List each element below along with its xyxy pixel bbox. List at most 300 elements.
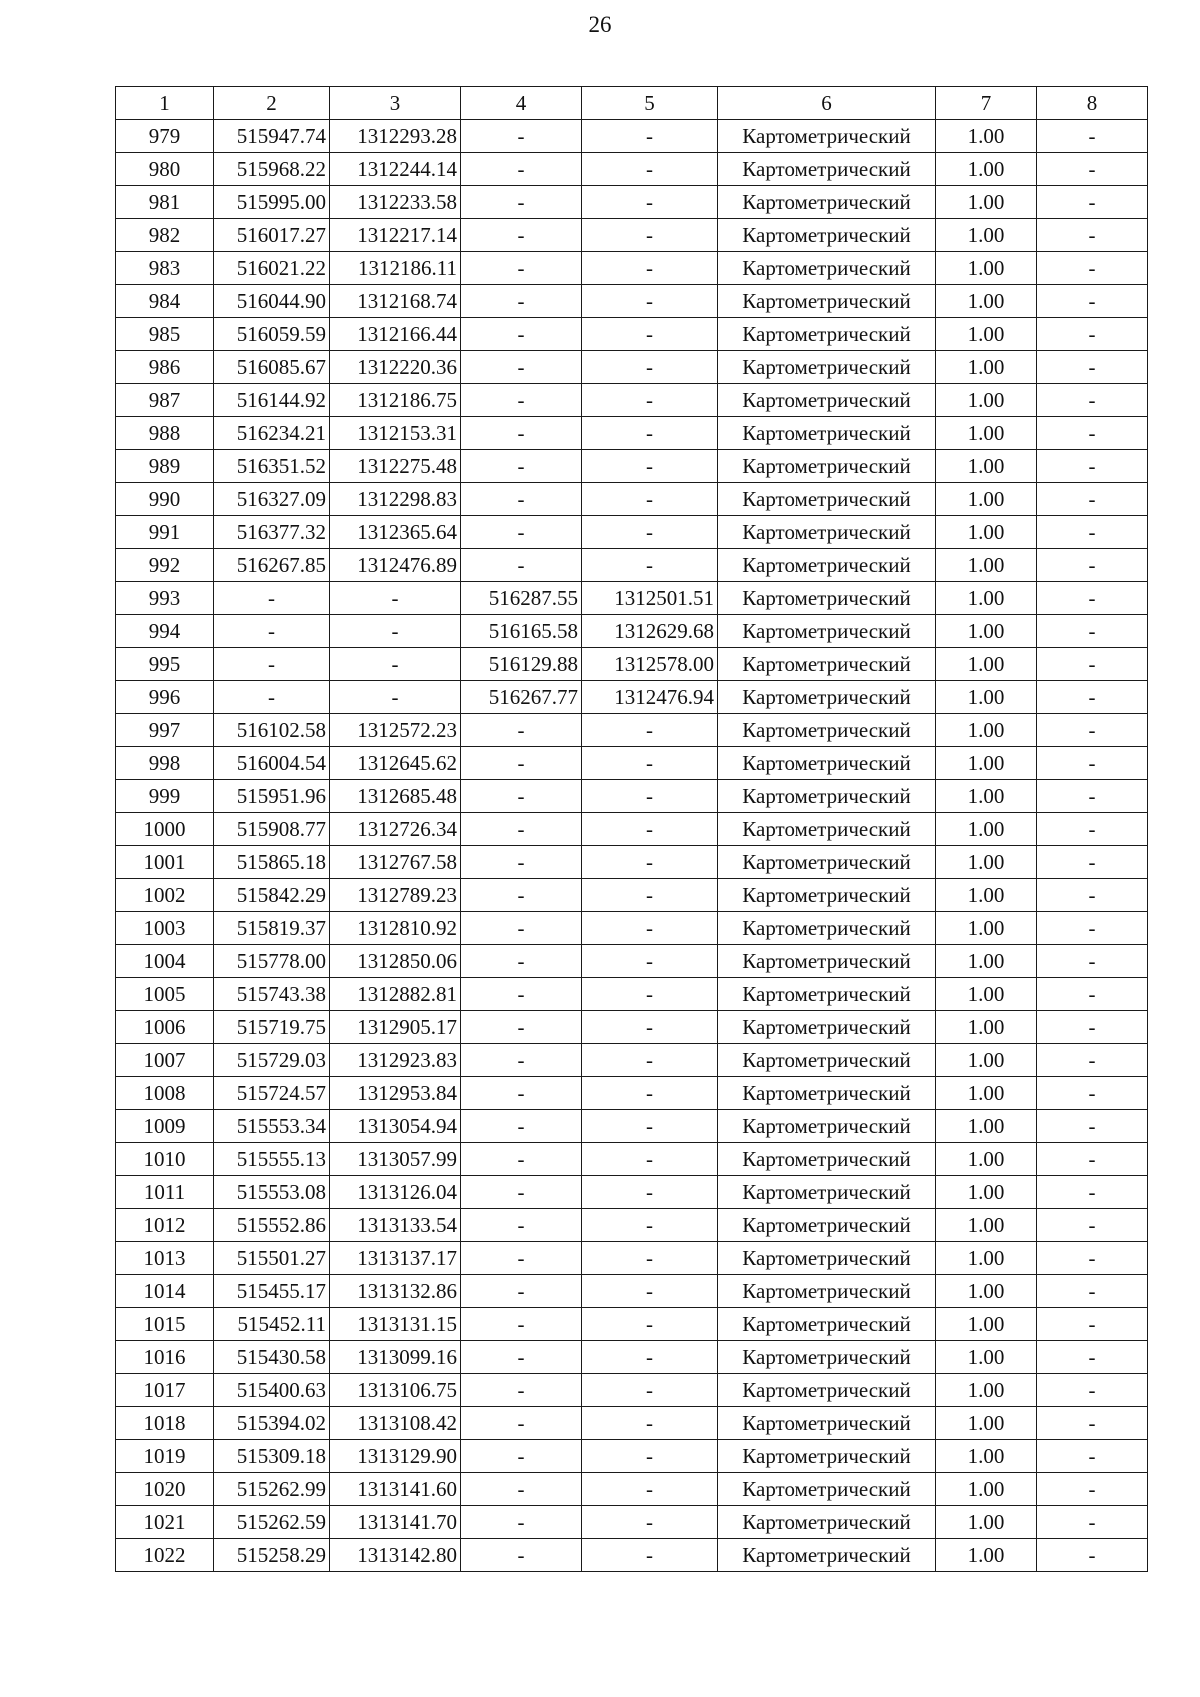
accuracy-cell: 1.00 [936,219,1037,252]
table-row [116,318,1148,351]
table-row [116,516,1148,549]
point-number-cell: 1017 [116,1374,214,1407]
x-new-coord-cell: - [461,417,582,450]
y-coord-cell: 1312850.06 [330,945,461,978]
x-new-coord-cell: - [461,747,582,780]
note-cell: - [1037,549,1148,582]
x-new-coord-cell: - [461,1110,582,1143]
method-cell: Картометрический [718,417,936,450]
x-coord-cell: 516085.67 [214,351,330,384]
x-coord-cell: 516017.27 [214,219,330,252]
y-coord-cell: - [330,582,461,615]
note-cell: - [1037,978,1148,1011]
y-coord-cell: 1313057.99 [330,1143,461,1176]
x-coord-cell: 515262.99 [214,1473,330,1506]
point-number-cell: 987 [116,384,214,417]
x-new-coord-cell: 516287.55 [461,582,582,615]
x-coord-cell: 515501.27 [214,1242,330,1275]
y-new-coord-cell: - [582,285,718,318]
x-new-coord-cell: - [461,1407,582,1440]
y-new-coord-cell: - [582,1143,718,1176]
x-coord-cell: 515951.96 [214,780,330,813]
x-coord-cell: 515553.34 [214,1110,330,1143]
table-row [116,450,1148,483]
note-cell: - [1037,516,1148,549]
note-cell: - [1037,153,1148,186]
accuracy-cell: 1.00 [936,1440,1037,1473]
table-row [116,483,1148,516]
x-new-coord-cell: - [461,879,582,912]
y-new-coord-cell: - [582,747,718,780]
accuracy-cell: 1.00 [936,813,1037,846]
point-number-cell: 1016 [116,1341,214,1374]
method-cell: Картометрический [718,813,936,846]
table-row [116,1110,1148,1143]
accuracy-cell: 1.00 [936,1539,1037,1572]
method-cell: Картометрический [718,1176,936,1209]
note-cell: - [1037,582,1148,615]
y-new-coord-cell: - [582,1374,718,1407]
note-cell: - [1037,1044,1148,1077]
accuracy-cell: 1.00 [936,1209,1037,1242]
table-row [116,1011,1148,1044]
note-cell: - [1037,1308,1148,1341]
y-new-coord-cell: - [582,978,718,1011]
y-new-coord-cell: 1312578.00 [582,648,718,681]
accuracy-cell: 1.00 [936,1506,1037,1539]
point-number-cell: 1005 [116,978,214,1011]
note-cell: - [1037,1176,1148,1209]
table-row [116,1176,1148,1209]
table-row [116,384,1148,417]
x-coord-cell: 515309.18 [214,1440,330,1473]
table-row [116,1440,1148,1473]
y-new-coord-cell: - [582,1341,718,1374]
table-row [116,945,1148,978]
x-new-coord-cell: - [461,813,582,846]
x-coord-cell: 515552.86 [214,1209,330,1242]
y-coord-cell: 1312217.14 [330,219,461,252]
method-cell: Картометрический [718,1407,936,1440]
table-row [116,846,1148,879]
y-new-coord-cell: 1312476.94 [582,681,718,714]
header-col-8: 8 [1037,87,1148,120]
x-new-coord-cell: - [461,1275,582,1308]
point-number-cell: 982 [116,219,214,252]
point-number-cell: 1004 [116,945,214,978]
x-coord-cell: 515553.08 [214,1176,330,1209]
x-new-coord-cell: - [461,1209,582,1242]
y-new-coord-cell: - [582,516,718,549]
x-coord-cell: 515995.00 [214,186,330,219]
point-number-cell: 993 [116,582,214,615]
y-new-coord-cell: - [582,153,718,186]
method-cell: Картометрический [718,1011,936,1044]
header-col-4: 4 [461,87,582,120]
note-cell: - [1037,648,1148,681]
note-cell: - [1037,846,1148,879]
point-number-cell: 996 [116,681,214,714]
accuracy-cell: 1.00 [936,1110,1037,1143]
accuracy-cell: 1.00 [936,483,1037,516]
table-row [116,1044,1148,1077]
y-coord-cell: 1313099.16 [330,1341,461,1374]
y-coord-cell: 1312365.64 [330,516,461,549]
table-row [116,153,1148,186]
y-coord-cell: 1312293.28 [330,120,461,153]
x-coord-cell: 515258.29 [214,1539,330,1572]
method-cell: Картометрический [718,252,936,285]
x-new-coord-cell: 516267.77 [461,681,582,714]
y-new-coord-cell: - [582,813,718,846]
table-row [116,1308,1148,1341]
y-coord-cell: 1312476.89 [330,549,461,582]
point-number-cell: 1021 [116,1506,214,1539]
point-number-cell: 990 [116,483,214,516]
point-number-cell: 986 [116,351,214,384]
accuracy-cell: 1.00 [936,1275,1037,1308]
x-new-coord-cell: - [461,219,582,252]
point-number-cell: 1014 [116,1275,214,1308]
note-cell: - [1037,879,1148,912]
table-row [116,1473,1148,1506]
y-coord-cell: 1312572.23 [330,714,461,747]
x-new-coord-cell: - [461,978,582,1011]
note-cell: - [1037,912,1148,945]
header-row [116,87,1148,120]
method-cell: Картометрический [718,483,936,516]
note-cell: - [1037,1473,1148,1506]
x-new-coord-cell: - [461,1011,582,1044]
x-coord-cell: 516377.32 [214,516,330,549]
x-coord-cell: 515947.74 [214,120,330,153]
note-cell: - [1037,219,1148,252]
x-coord-cell: 516234.21 [214,417,330,450]
table-row [116,351,1148,384]
y-coord-cell: 1312923.83 [330,1044,461,1077]
method-cell: Картометрический [718,1275,936,1308]
x-new-coord-cell: - [461,846,582,879]
note-cell: - [1037,1440,1148,1473]
method-cell: Картометрический [718,450,936,483]
accuracy-cell: 1.00 [936,450,1037,483]
note-cell: - [1037,681,1148,714]
method-cell: Картометрический [718,1473,936,1506]
x-new-coord-cell: - [461,1143,582,1176]
y-new-coord-cell: - [582,318,718,351]
x-coord-cell: 515719.75 [214,1011,330,1044]
accuracy-cell: 1.00 [936,1407,1037,1440]
table-row [116,219,1148,252]
table-row [116,1374,1148,1407]
x-coord-cell: 515842.29 [214,879,330,912]
y-new-coord-cell: - [582,879,718,912]
method-cell: Картометрический [718,1374,936,1407]
x-coord-cell: 515455.17 [214,1275,330,1308]
x-new-coord-cell: - [461,483,582,516]
coordinates-table [115,86,1148,1572]
x-coord-cell: 515819.37 [214,912,330,945]
y-new-coord-cell: - [582,1539,718,1572]
method-cell: Картометрический [718,1440,936,1473]
y-coord-cell: 1313133.54 [330,1209,461,1242]
y-new-coord-cell: - [582,912,718,945]
y-new-coord-cell: - [582,1077,718,1110]
y-new-coord-cell: - [582,417,718,450]
x-new-coord-cell: - [461,1440,582,1473]
page-number: 26 [588,12,612,37]
note-cell: - [1037,417,1148,450]
x-coord-cell: 516004.54 [214,747,330,780]
table-row [116,252,1148,285]
y-coord-cell: 1312166.44 [330,318,461,351]
x-coord-cell: 515729.03 [214,1044,330,1077]
x-coord-cell: 516059.59 [214,318,330,351]
method-cell: Картометрический [718,747,936,780]
table-row [116,120,1148,153]
note-cell: - [1037,747,1148,780]
x-new-coord-cell: - [461,153,582,186]
x-coord-cell: 515394.02 [214,1407,330,1440]
x-new-coord-cell: 516129.88 [461,648,582,681]
point-number-cell: 1015 [116,1308,214,1341]
method-cell: Картометрический [718,516,936,549]
x-new-coord-cell: - [461,1341,582,1374]
y-new-coord-cell: - [582,1176,718,1209]
accuracy-cell: 1.00 [936,615,1037,648]
accuracy-cell: 1.00 [936,285,1037,318]
table-row [116,1143,1148,1176]
x-coord-cell: 515262.59 [214,1506,330,1539]
y-coord-cell: 1313131.15 [330,1308,461,1341]
y-coord-cell: 1313141.70 [330,1506,461,1539]
x-coord-cell: 515430.58 [214,1341,330,1374]
y-coord-cell: 1312905.17 [330,1011,461,1044]
point-number-cell: 989 [116,450,214,483]
x-coord-cell: 516144.92 [214,384,330,417]
point-number-cell: 1019 [116,1440,214,1473]
y-coord-cell: 1313129.90 [330,1440,461,1473]
x-new-coord-cell: - [461,1308,582,1341]
y-coord-cell: - [330,648,461,681]
y-coord-cell: 1313142.80 [330,1539,461,1572]
method-cell: Картометрический [718,1308,936,1341]
accuracy-cell: 1.00 [936,681,1037,714]
accuracy-cell: 1.00 [936,252,1037,285]
y-coord-cell: 1313106.75 [330,1374,461,1407]
accuracy-cell: 1.00 [936,351,1037,384]
y-coord-cell: 1312298.83 [330,483,461,516]
x-coord-cell: 516021.22 [214,252,330,285]
accuracy-cell: 1.00 [936,516,1037,549]
x-coord-cell: 515400.63 [214,1374,330,1407]
x-coord-cell: 515724.57 [214,1077,330,1110]
x-new-coord-cell: - [461,780,582,813]
point-number-cell: 997 [116,714,214,747]
y-coord-cell: 1312645.62 [330,747,461,780]
x-new-coord-cell: - [461,945,582,978]
method-cell: Картометрический [718,1242,936,1275]
x-coord-cell: 515908.77 [214,813,330,846]
table-row [116,1275,1148,1308]
method-cell: Картометрический [718,1341,936,1374]
x-new-coord-cell: - [461,120,582,153]
note-cell: - [1037,318,1148,351]
point-number-cell: 1013 [116,1242,214,1275]
x-new-coord-cell: - [461,1077,582,1110]
method-cell: Картометрический [718,1506,936,1539]
x-new-coord-cell: - [461,1242,582,1275]
table-row [116,1506,1148,1539]
x-new-coord-cell: - [461,186,582,219]
accuracy-cell: 1.00 [936,780,1037,813]
header-col-1: 1 [116,87,214,120]
y-new-coord-cell: - [582,252,718,285]
table-row [116,1209,1148,1242]
x-coord-cell: 515452.11 [214,1308,330,1341]
x-new-coord-cell: - [461,1539,582,1572]
y-coord-cell: 1312168.74 [330,285,461,318]
y-coord-cell: 1312685.48 [330,780,461,813]
method-cell: Картометрический [718,120,936,153]
accuracy-cell: 1.00 [936,912,1037,945]
y-coord-cell: 1312953.84 [330,1077,461,1110]
point-number-cell: 1022 [116,1539,214,1572]
point-number-cell: 1007 [116,1044,214,1077]
method-cell: Картометрический [718,549,936,582]
point-number-cell: 999 [116,780,214,813]
accuracy-cell: 1.00 [936,747,1037,780]
x-new-coord-cell: - [461,1374,582,1407]
accuracy-cell: 1.00 [936,1374,1037,1407]
table-row [116,285,1148,318]
y-new-coord-cell: - [582,351,718,384]
y-new-coord-cell: - [582,1011,718,1044]
y-coord-cell: 1312275.48 [330,450,461,483]
y-coord-cell: 1312186.11 [330,252,461,285]
note-cell: - [1037,945,1148,978]
note-cell: - [1037,1407,1148,1440]
method-cell: Картометрический [718,945,936,978]
x-new-coord-cell: - [461,1176,582,1209]
table-row [116,615,1148,648]
accuracy-cell: 1.00 [936,945,1037,978]
x-coord-cell: - [214,615,330,648]
y-coord-cell: 1312726.34 [330,813,461,846]
method-cell: Картометрический [718,1539,936,1572]
note-cell: - [1037,1011,1148,1044]
point-number-cell: 1008 [116,1077,214,1110]
y-new-coord-cell: - [582,120,718,153]
y-coord-cell: 1313126.04 [330,1176,461,1209]
y-coord-cell: 1312153.31 [330,417,461,450]
note-cell: - [1037,1539,1148,1572]
point-number-cell: 981 [116,186,214,219]
accuracy-cell: 1.00 [936,879,1037,912]
y-new-coord-cell: - [582,1044,718,1077]
table-row [116,582,1148,615]
x-new-coord-cell: - [461,351,582,384]
note-cell: - [1037,1110,1148,1143]
y-new-coord-cell: - [582,483,718,516]
accuracy-cell: 1.00 [936,318,1037,351]
table-row [116,813,1148,846]
header-col-5: 5 [582,87,718,120]
method-cell: Картометрический [718,318,936,351]
note-cell: - [1037,384,1148,417]
accuracy-cell: 1.00 [936,1242,1037,1275]
y-coord-cell: 1312244.14 [330,153,461,186]
method-cell: Картометрический [718,780,936,813]
y-new-coord-cell: - [582,846,718,879]
table-row [116,714,1148,747]
note-cell: - [1037,615,1148,648]
header-col-6: 6 [718,87,936,120]
note-cell: - [1037,450,1148,483]
point-number-cell: 983 [116,252,214,285]
table-row [116,1077,1148,1110]
y-new-coord-cell: - [582,1506,718,1539]
accuracy-cell: 1.00 [936,417,1037,450]
y-new-coord-cell: - [582,1407,718,1440]
y-new-coord-cell: - [582,780,718,813]
y-coord-cell: 1313141.60 [330,1473,461,1506]
point-number-cell: 994 [116,615,214,648]
y-new-coord-cell: - [582,1308,718,1341]
x-coord-cell: 515555.13 [214,1143,330,1176]
y-coord-cell: - [330,615,461,648]
point-number-cell: 1011 [116,1176,214,1209]
method-cell: Картометрический [718,219,936,252]
accuracy-cell: 1.00 [936,549,1037,582]
x-coord-cell: - [214,582,330,615]
point-number-cell: 1006 [116,1011,214,1044]
table-row [116,780,1148,813]
x-new-coord-cell: - [461,450,582,483]
y-new-coord-cell: - [582,450,718,483]
accuracy-cell: 1.00 [936,1143,1037,1176]
method-cell: Картометрический [718,186,936,219]
y-new-coord-cell: - [582,1275,718,1308]
y-coord-cell: 1313108.42 [330,1407,461,1440]
accuracy-cell: 1.00 [936,1473,1037,1506]
point-number-cell: 1002 [116,879,214,912]
x-new-coord-cell: - [461,549,582,582]
y-new-coord-cell: - [582,219,718,252]
y-new-coord-cell: - [582,549,718,582]
note-cell: - [1037,1506,1148,1539]
note-cell: - [1037,813,1148,846]
accuracy-cell: 1.00 [936,186,1037,219]
y-coord-cell: 1313132.86 [330,1275,461,1308]
note-cell: - [1037,483,1148,516]
accuracy-cell: 1.00 [936,714,1037,747]
x-new-coord-cell: - [461,1044,582,1077]
method-cell: Картометрический [718,615,936,648]
method-cell: Картометрический [718,384,936,417]
y-coord-cell: 1312810.92 [330,912,461,945]
method-cell: Картометрический [718,582,936,615]
method-cell: Картометрический [718,648,936,681]
method-cell: Картометрический [718,351,936,384]
x-new-coord-cell: - [461,1473,582,1506]
y-new-coord-cell: - [582,714,718,747]
y-new-coord-cell: - [582,1440,718,1473]
table-row [116,186,1148,219]
accuracy-cell: 1.00 [936,1341,1037,1374]
method-cell: Картометрический [718,912,936,945]
table-row [116,1539,1148,1572]
